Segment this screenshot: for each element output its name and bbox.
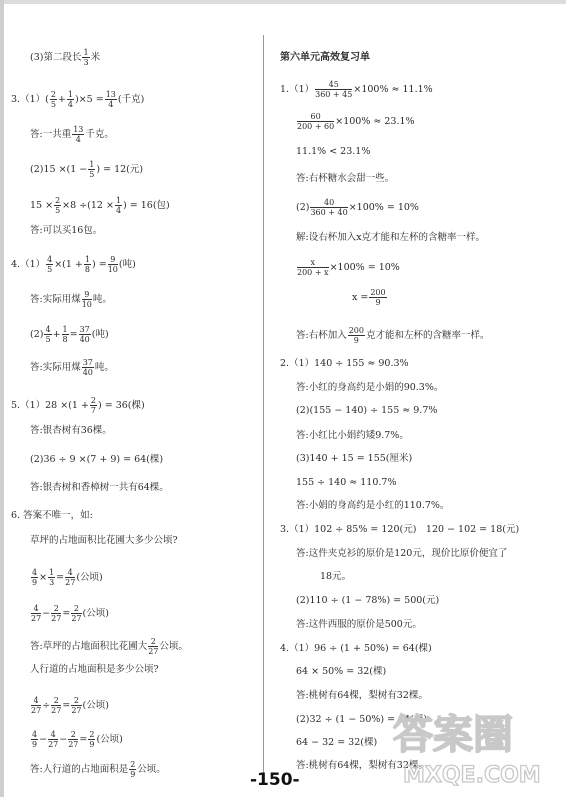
- right-line-12: (2)(155 − 140) ÷ 155 ≈ 9.7%: [296, 405, 438, 416]
- left-line-9: (2) $\frac{4}{5}$ + $\frac{1}{8}$ = $\frac{37}{40}$ (吨): [30, 325, 109, 344]
- right-line-10: 2.（1）140 ÷ 155 ≈ 90.3%: [280, 358, 409, 369]
- fraction: $\frac{1}{3}$: [83, 48, 89, 67]
- right-line-22: 4.（1）96 ÷ (1 + 50%) = 64(棵): [280, 643, 432, 654]
- right-line-27: 答:桃树有64棵，梨树有32棵。: [296, 760, 428, 771]
- left-line-4: (2)15 ×(1 − $\frac{1}{5}$ ) = 12(元): [30, 160, 144, 179]
- watermark-text: 答案圈: [393, 712, 513, 758]
- page-number: -150-: [250, 770, 300, 790]
- right-line-7: $\frac{x}{200 + x}$ ×100% = 10%: [297, 258, 400, 277]
- left-line-15: 6. 答案不唯一，如:: [11, 510, 93, 521]
- section-heading: 第六单元高效复习单: [280, 52, 370, 63]
- right-line-4: 答:右杯糖水会甜一些。: [296, 173, 395, 184]
- right-line-9: 答:右杯加入 $\frac{200}{9}$ 克才能和左杯的含糖率一样。: [296, 326, 490, 345]
- left-line-14: 答:银杏树和香樟树一共有64棵。: [30, 482, 169, 493]
- right-line-25: (2)32 ÷ (1 − 50%) = 64(棵): [296, 714, 428, 725]
- left-line-16: 草坪的占地面积比花圃大多少公顷?: [30, 535, 178, 546]
- left-line-19: 答:草坪的占地面积比花圃大 $\frac{2}{27}$ 公顷。: [30, 637, 188, 656]
- left-line-6: 答:可以买16包。: [30, 225, 103, 236]
- left-line-20: 人行道的占地面积是多少公顷?: [30, 664, 159, 675]
- left-line-1: (3)第二段长 $\frac{1}{3}$ 米: [30, 48, 101, 67]
- right-line-16: 答:小娟的身高约是小红的110.7%。: [296, 500, 450, 511]
- left-line-17: $\frac{4}{9}$ × $\frac{1}{3}$ = $\frac{4}{27}$ (公顷): [32, 568, 103, 587]
- right-line-1: 1.（1） $\frac{45}{360 + 45}$ ×100% ≈ 11.1%: [280, 80, 433, 99]
- left-line-2: 3.（1）( $\frac{2}{5}$ + $\frac{1}{4}$ )×5 = $\frac{13}{4}$ (千克): [11, 90, 145, 109]
- left-line-13: (2)36 ÷ 9 ×(7 + 9) = 64(棵): [30, 454, 164, 465]
- column-divider: [263, 35, 264, 775]
- left-line-5: 15 × $\frac{2}{5}$ ×8 ÷(12 × $\frac{1}{4}$ ) = 16(包): [30, 196, 170, 215]
- watermark-url: MXQE.COM: [403, 763, 541, 788]
- left-line-11: 5.（1）28 ×(1 + $\frac{2}{7}$ ) = 36(棵): [11, 396, 145, 415]
- watermark-logo: [385, 700, 555, 790]
- right-line-2: $\frac{60}{200 + 60}$ ×100% ≈ 23.1%: [297, 112, 415, 131]
- right-line-21: 答:这件西服的原价是500元。: [296, 619, 422, 630]
- right-line-11: 答:小红的身高约是小娟的90.3%。: [296, 382, 444, 393]
- right-line-13: 答:小红比小娟约矮9.7%。: [296, 430, 409, 441]
- left-line-3: 答:一共重 $\frac{13}{4}$ 千克。: [30, 125, 114, 144]
- right-line-20: (2)110 ÷ (1 − 78%) = 500(元): [296, 595, 440, 606]
- right-line-15: 155 ÷ 140 ≈ 110.7%: [296, 477, 397, 488]
- right-line-6: 解:设右杯加入x克才能和左杯的含糖率一样。: [296, 232, 486, 243]
- left-line-18: $\frac{4}{27}$ − $\frac{2}{27}$ = $\frac{2}{27}$ (公顷): [31, 604, 109, 623]
- left-line-8: 答:实际用煤 $\frac{9}{10}$ 吨。: [30, 290, 112, 309]
- left-line-23: 答:人行道的占地面积是 $\frac{2}{9}$ 公顷。: [30, 760, 166, 779]
- right-line-17: 3.（1）102 ÷ 85% = 120(元) 120 − 102 = 18(元): [280, 524, 520, 535]
- right-line-23: 64 × 50% = 32(棵): [296, 666, 387, 677]
- right-line-18: 答:这件夹克衫的原价是120元，现价比原价便宜了: [296, 548, 508, 559]
- left-line-10: 答:实际用煤 $\frac{37}{40}$ 吨。: [30, 358, 114, 377]
- left-line-12: 答:银杏树有36棵。: [30, 425, 112, 436]
- left-line-22: $\frac{4}{9}$ − $\frac{4}{27}$ − $\frac{2}{27}$ = $\frac{2}{9}$ (公顷): [32, 730, 123, 749]
- left-line-21: $\frac{4}{27}$ ÷ $\frac{2}{27}$ = $\frac{2}{27}$ (公顷): [31, 696, 109, 715]
- right-line-24: 答:桃树有64棵，梨树有32棵。: [296, 690, 428, 701]
- left-line-7: 4.（1） $\frac{4}{5}$ ×(1 + $\frac{1}{8}$ ) = $\frac{9}{10}$ (吨): [11, 255, 136, 274]
- right-line-3: 11.1% < 23.1%: [296, 146, 371, 157]
- right-line-5: (2) $\frac{40}{360 + 40}$ ×100% = 10%: [296, 198, 419, 217]
- left-border: [0, 0, 4, 797]
- right-line-8: x = $\frac{200}{9}$: [352, 288, 386, 307]
- right-line-26: 64 − 32 = 32(棵): [296, 737, 378, 748]
- top-border: [0, 0, 566, 4]
- right-line-19: 18元。: [320, 571, 352, 582]
- right-line-14: (3)140 + 15 = 155(厘米): [296, 453, 413, 464]
